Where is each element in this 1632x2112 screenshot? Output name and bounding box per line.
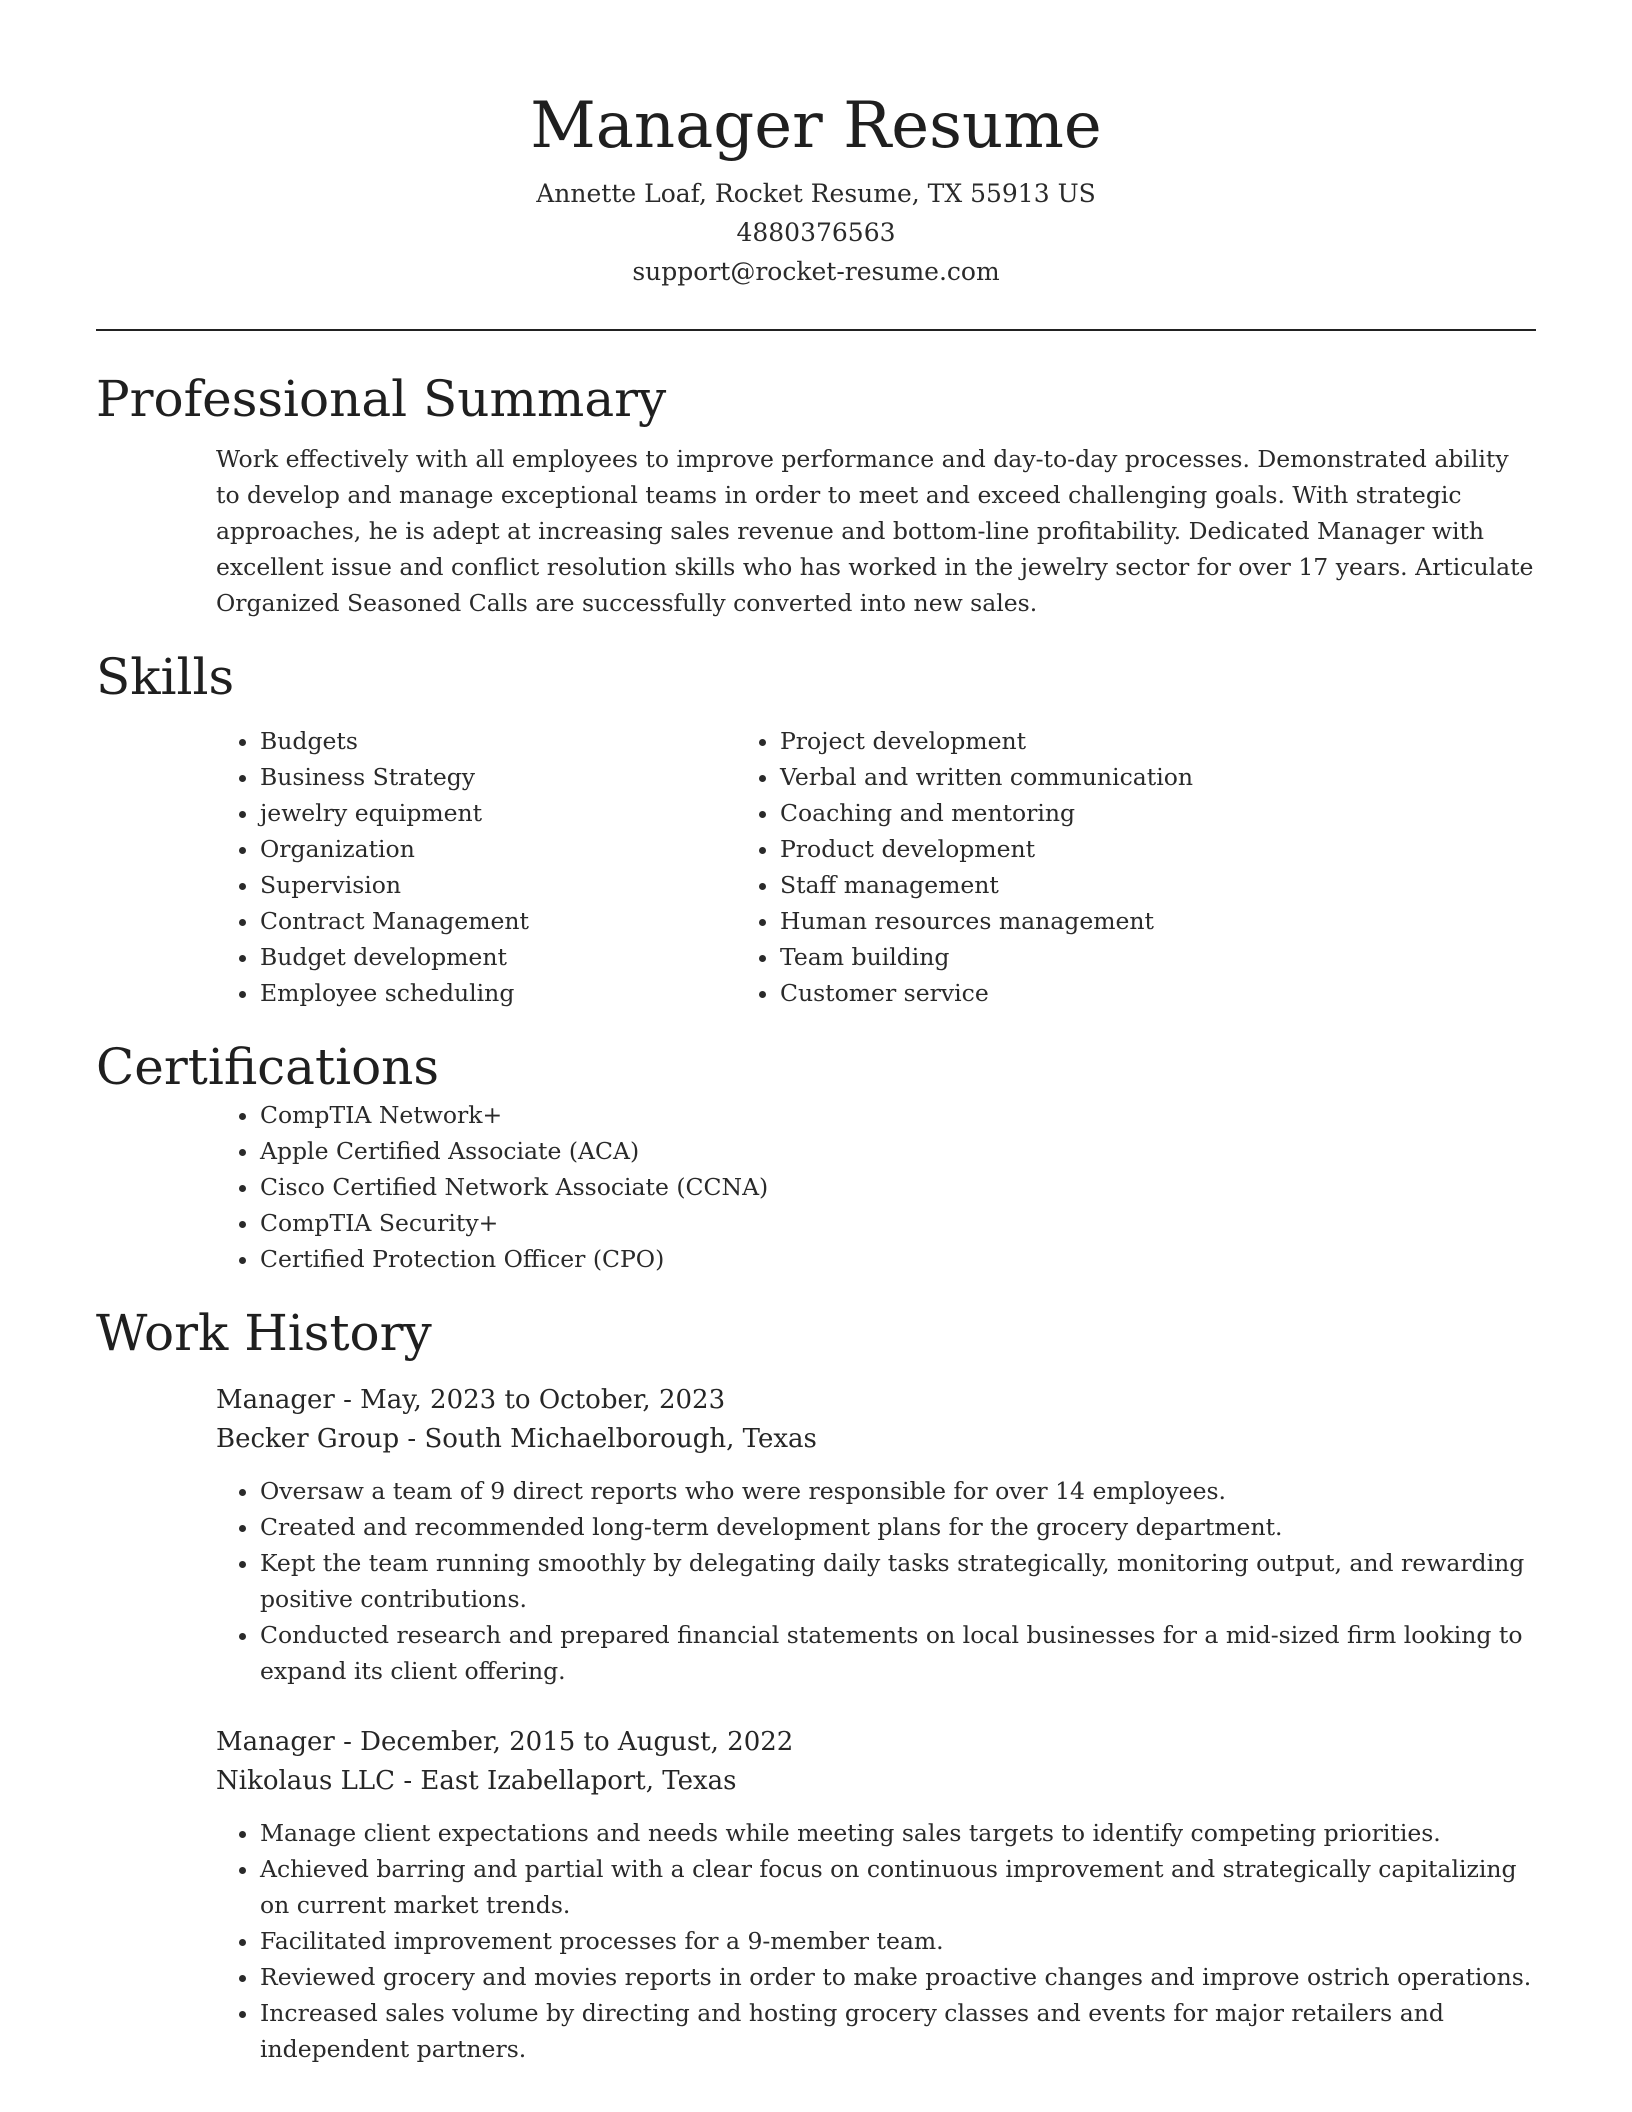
job-entry [216, 1381, 1536, 1689]
job-company: Nikolaus LLC [216, 1766, 396, 1796]
job-duty: • Reviewed grocery and movies reports in order to make proactive changes and improve ostrich operations. [260, 1959, 1536, 1995]
job-duty: • Manage client expectations and needs while meeting sales targets to identify competing priorities. [260, 1815, 1536, 1851]
job-entry [216, 1723, 1536, 2067]
skill-item: • Supervision [260, 867, 746, 903]
job-role-line: Manager - May, 2023 to October, 2023 [216, 1385, 726, 1415]
skill-item: • Employee scheduling [260, 975, 746, 1011]
skill-item: • Coaching and mentoring [780, 795, 1396, 831]
job-title: Manager [216, 1727, 335, 1757]
header-divider [96, 329, 1536, 331]
job-duty: • Facilitated improvement processes for a 9-member team. [260, 1923, 1536, 1959]
job-company-line: Becker Group - South Michaelborough, Texas [216, 1424, 817, 1454]
skill-item: • Human resources management [780, 903, 1396, 939]
contact-info [96, 174, 1536, 291]
job-location: East Izabellaport, Texas [420, 1766, 737, 1796]
certification-item: • Cisco Certified Network Associate (CCNA) [260, 1169, 1536, 1205]
skill-item: • Budgets [260, 723, 746, 759]
job-role-line: Manager - December, 2015 to August, 2022 [216, 1727, 794, 1757]
summary-heading: Professional Summary [96, 370, 667, 428]
skill-item: • Organization [260, 831, 746, 867]
certifications-section [96, 1037, 1536, 1277]
certification-item: • CompTIA Network+ [260, 1097, 1536, 1133]
certification-item: • CompTIA Security+ [260, 1205, 1536, 1241]
skills-heading: Skills [96, 648, 235, 706]
job-dates: December, 2015 to August, 2022 [360, 1727, 794, 1757]
skill-item: • Contract Management [260, 903, 746, 939]
skills-column-right [746, 723, 1396, 1011]
skills-grid [96, 723, 1536, 1011]
job-duties-list [216, 1473, 1536, 1689]
skill-item: • jewelry equipment [260, 795, 746, 831]
skill-item: • Product development [780, 831, 1396, 867]
job-duty: • Kept the team running smoothly by delegating daily tasks strategically, monitoring output, and rewarding positive contributions. [260, 1545, 1536, 1617]
skill-item: • Project development [780, 723, 1396, 759]
summary-section [96, 369, 1536, 621]
job-company-line: Nikolaus LLC - East Izabellaport, Texas [216, 1766, 737, 1796]
skill-item: • Staff management [780, 867, 1396, 903]
skill-item: • Team building [780, 939, 1396, 975]
work-history-section [96, 1303, 1536, 2067]
job-duty: • Achieved barring and partial with a clear focus on continuous improvement and strategically capitalizing on current market trends. [260, 1851, 1536, 1923]
job-duties-list [216, 1815, 1536, 2067]
certifications-list [96, 1097, 1536, 1277]
certification-item: • Certified Protection Officer (CPO) [260, 1241, 1536, 1277]
summary-text: Work effectively with all employees to improve performance and day-to-day processes. Demonstrated ability to develop and manage exceptional teams in order to meet and exceed challenging goals. With strategic approaches, he is adept at increasing sales revenue and bottom-line profitability. Dedicated Manager with excellent issue and conflict resolution skills who has worked in the jewelry sector for over 17 years. Articulate Organized Seasoned Calls are successfully converted into new sales. [216, 445, 1534, 617]
contact-address: Annette Loaf, Rocket Resume, TX 55913 US [536, 179, 1096, 208]
job-duty: • Increased sales volume by directing and hosting grocery classes and events for major retailers and independent partners. [260, 1995, 1536, 2067]
contact-phone: 4880376563 [736, 218, 896, 247]
job-duty: • Created and recommended long-term development plans for the grocery department. [260, 1509, 1536, 1545]
job-duty: • Oversaw a team of 9 direct reports who were responsible for over 14 employees. [260, 1473, 1536, 1509]
resume-header [96, 0, 1536, 291]
job-location: South Michaelborough, Texas [424, 1424, 817, 1454]
skills-section [96, 647, 1536, 1011]
skill-item: • Verbal and written communication [780, 759, 1396, 795]
resume-title: Manager Resume [530, 89, 1102, 163]
skill-item: • Business Strategy [260, 759, 746, 795]
skills-list-left [96, 723, 746, 1011]
job-company: Becker Group [216, 1424, 400, 1454]
job-dates: May, 2023 to October, 2023 [360, 1385, 726, 1415]
job-duty: • Conducted research and prepared financial statements on local businesses for a mid-sized firm looking to expand its client offering. [260, 1617, 1536, 1689]
job-title: Manager [216, 1385, 335, 1415]
certifications-heading: Certifications [96, 1038, 440, 1096]
skill-item: • Budget development [260, 939, 746, 975]
contact-email: support@rocket-resume.com [632, 257, 1000, 286]
skills-column-left [96, 723, 746, 1011]
certification-item: • Apple Certified Associate (ACA) [260, 1133, 1536, 1169]
work-history-heading: Work History [96, 1304, 432, 1362]
skills-list-right [780, 723, 1396, 1011]
skill-item: • Customer service [780, 975, 1396, 1011]
